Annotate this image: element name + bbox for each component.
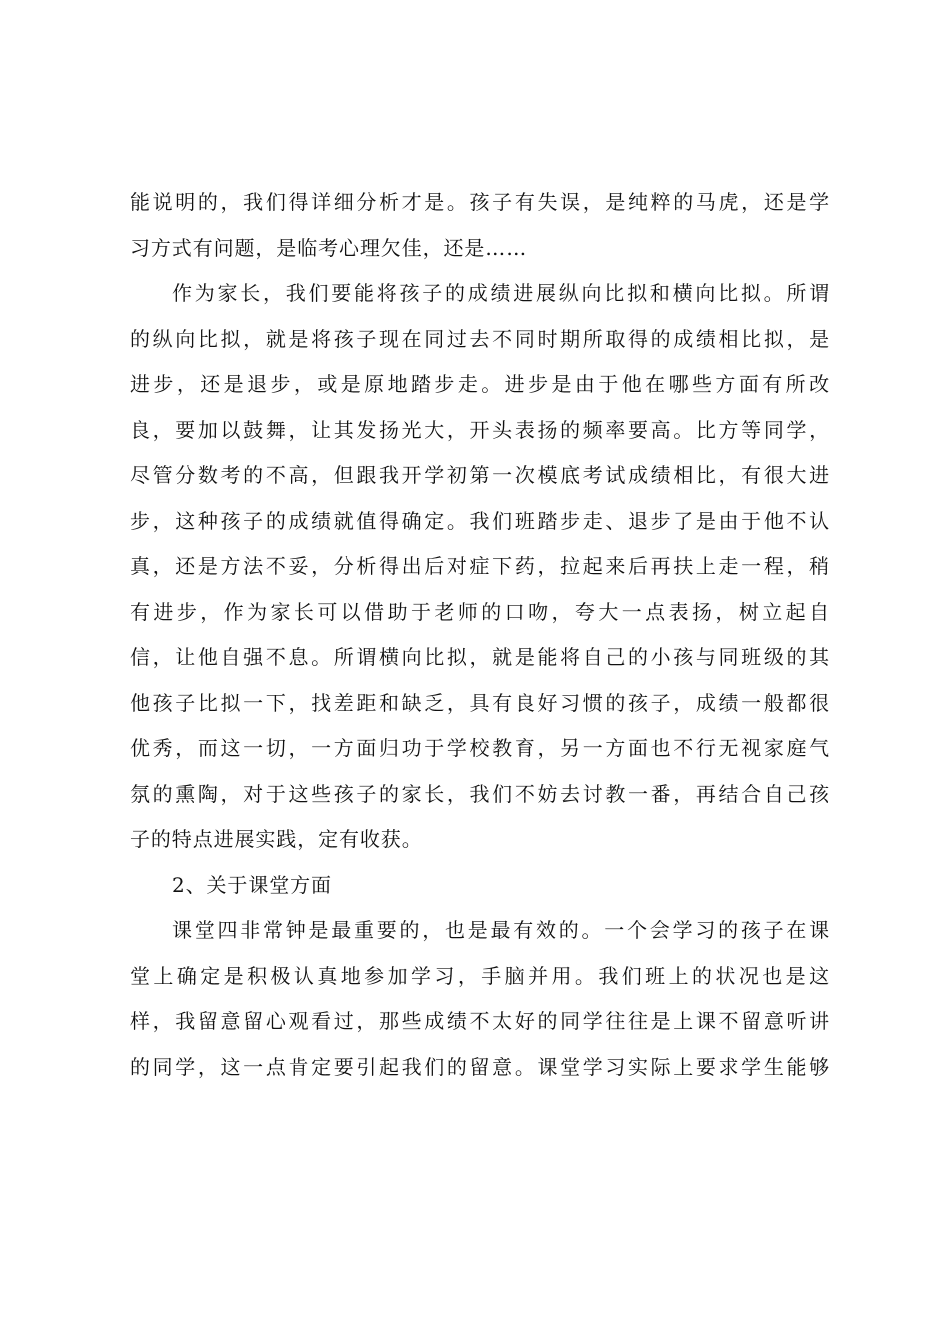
text-line: 样，我留意留心观看过，那些成绩不太好的同学往往是上课不留意听讲 — [130, 1009, 830, 1033]
text-line: 真，还是方法不妥，分析得出后对症下药，拉起来后再扶上走一程，稍 — [130, 554, 830, 578]
text-line: 的同学，这一点肯定要引起我们的留意。课堂学习实际上要求学生能够 — [130, 1054, 830, 1079]
text-line: 他孩子比拟一下，找差距和缺乏，具有良好习惯的孩子，成绩一般都很 — [130, 690, 830, 715]
text-line: 进步，还是退步，或是原地踏步走。进步是由于他在哪些方面有所改 — [130, 372, 830, 396]
text-line: 优秀，而这一切，一方面归功于学校教育，另一方面也不行无视家庭气 — [130, 736, 830, 760]
text-line: 有进步，作为家长可以借助于老师的口吻，夸大一点表扬，树立起自 — [130, 599, 830, 624]
text-line: 信，让他自强不息。所谓横向比拟，就是能将自己的小孩与同班级的其 — [130, 645, 830, 669]
paragraph-first-line: 作为家长，我们要能将孩子的成绩进展纵向比拟和横向比拟。所谓 — [172, 281, 830, 305]
text-line: 堂上确定是积极认真地参加学习，手脑并用。我们班上的状况也是这 — [130, 963, 830, 988]
text-line: 的纵向比拟，就是将孩子现在同过去不同时期所取得的成绩相比拟，是 — [130, 326, 830, 351]
text-line: 尽管分数考的不高，但跟我开学初第一次模底考试成绩相比，有很大进 — [130, 463, 830, 487]
text-line: 步，这种孩子的成绩就值得确定。我们班踏步走、退步了是由于他不认 — [130, 508, 830, 533]
body-text — [130, 180, 830, 1090]
text-line: 氛的熏陶，对于这些孩子的家长，我们不妨去讨教一番，再结合自己孩 — [130, 781, 830, 806]
text-line: 良，要加以鼓舞，让其发扬光大，开头表扬的频率要高。比方等同学， — [130, 417, 830, 442]
text-line: 习方式有问题，是临考心理欠佳，还是…… — [130, 235, 528, 260]
paragraph-first-line: 课堂四非常钟是最重要的，也是最有效的。一个会学习的孩子在课 — [172, 918, 830, 942]
text-line: 子的特点进展实践，定有收获。 — [130, 827, 423, 851]
text-line: 能说明的，我们得详细分析才是。孩子有失误，是纯粹的马虎，还是学 — [130, 190, 830, 214]
section-heading: 2、关于课堂方面 — [172, 872, 332, 897]
